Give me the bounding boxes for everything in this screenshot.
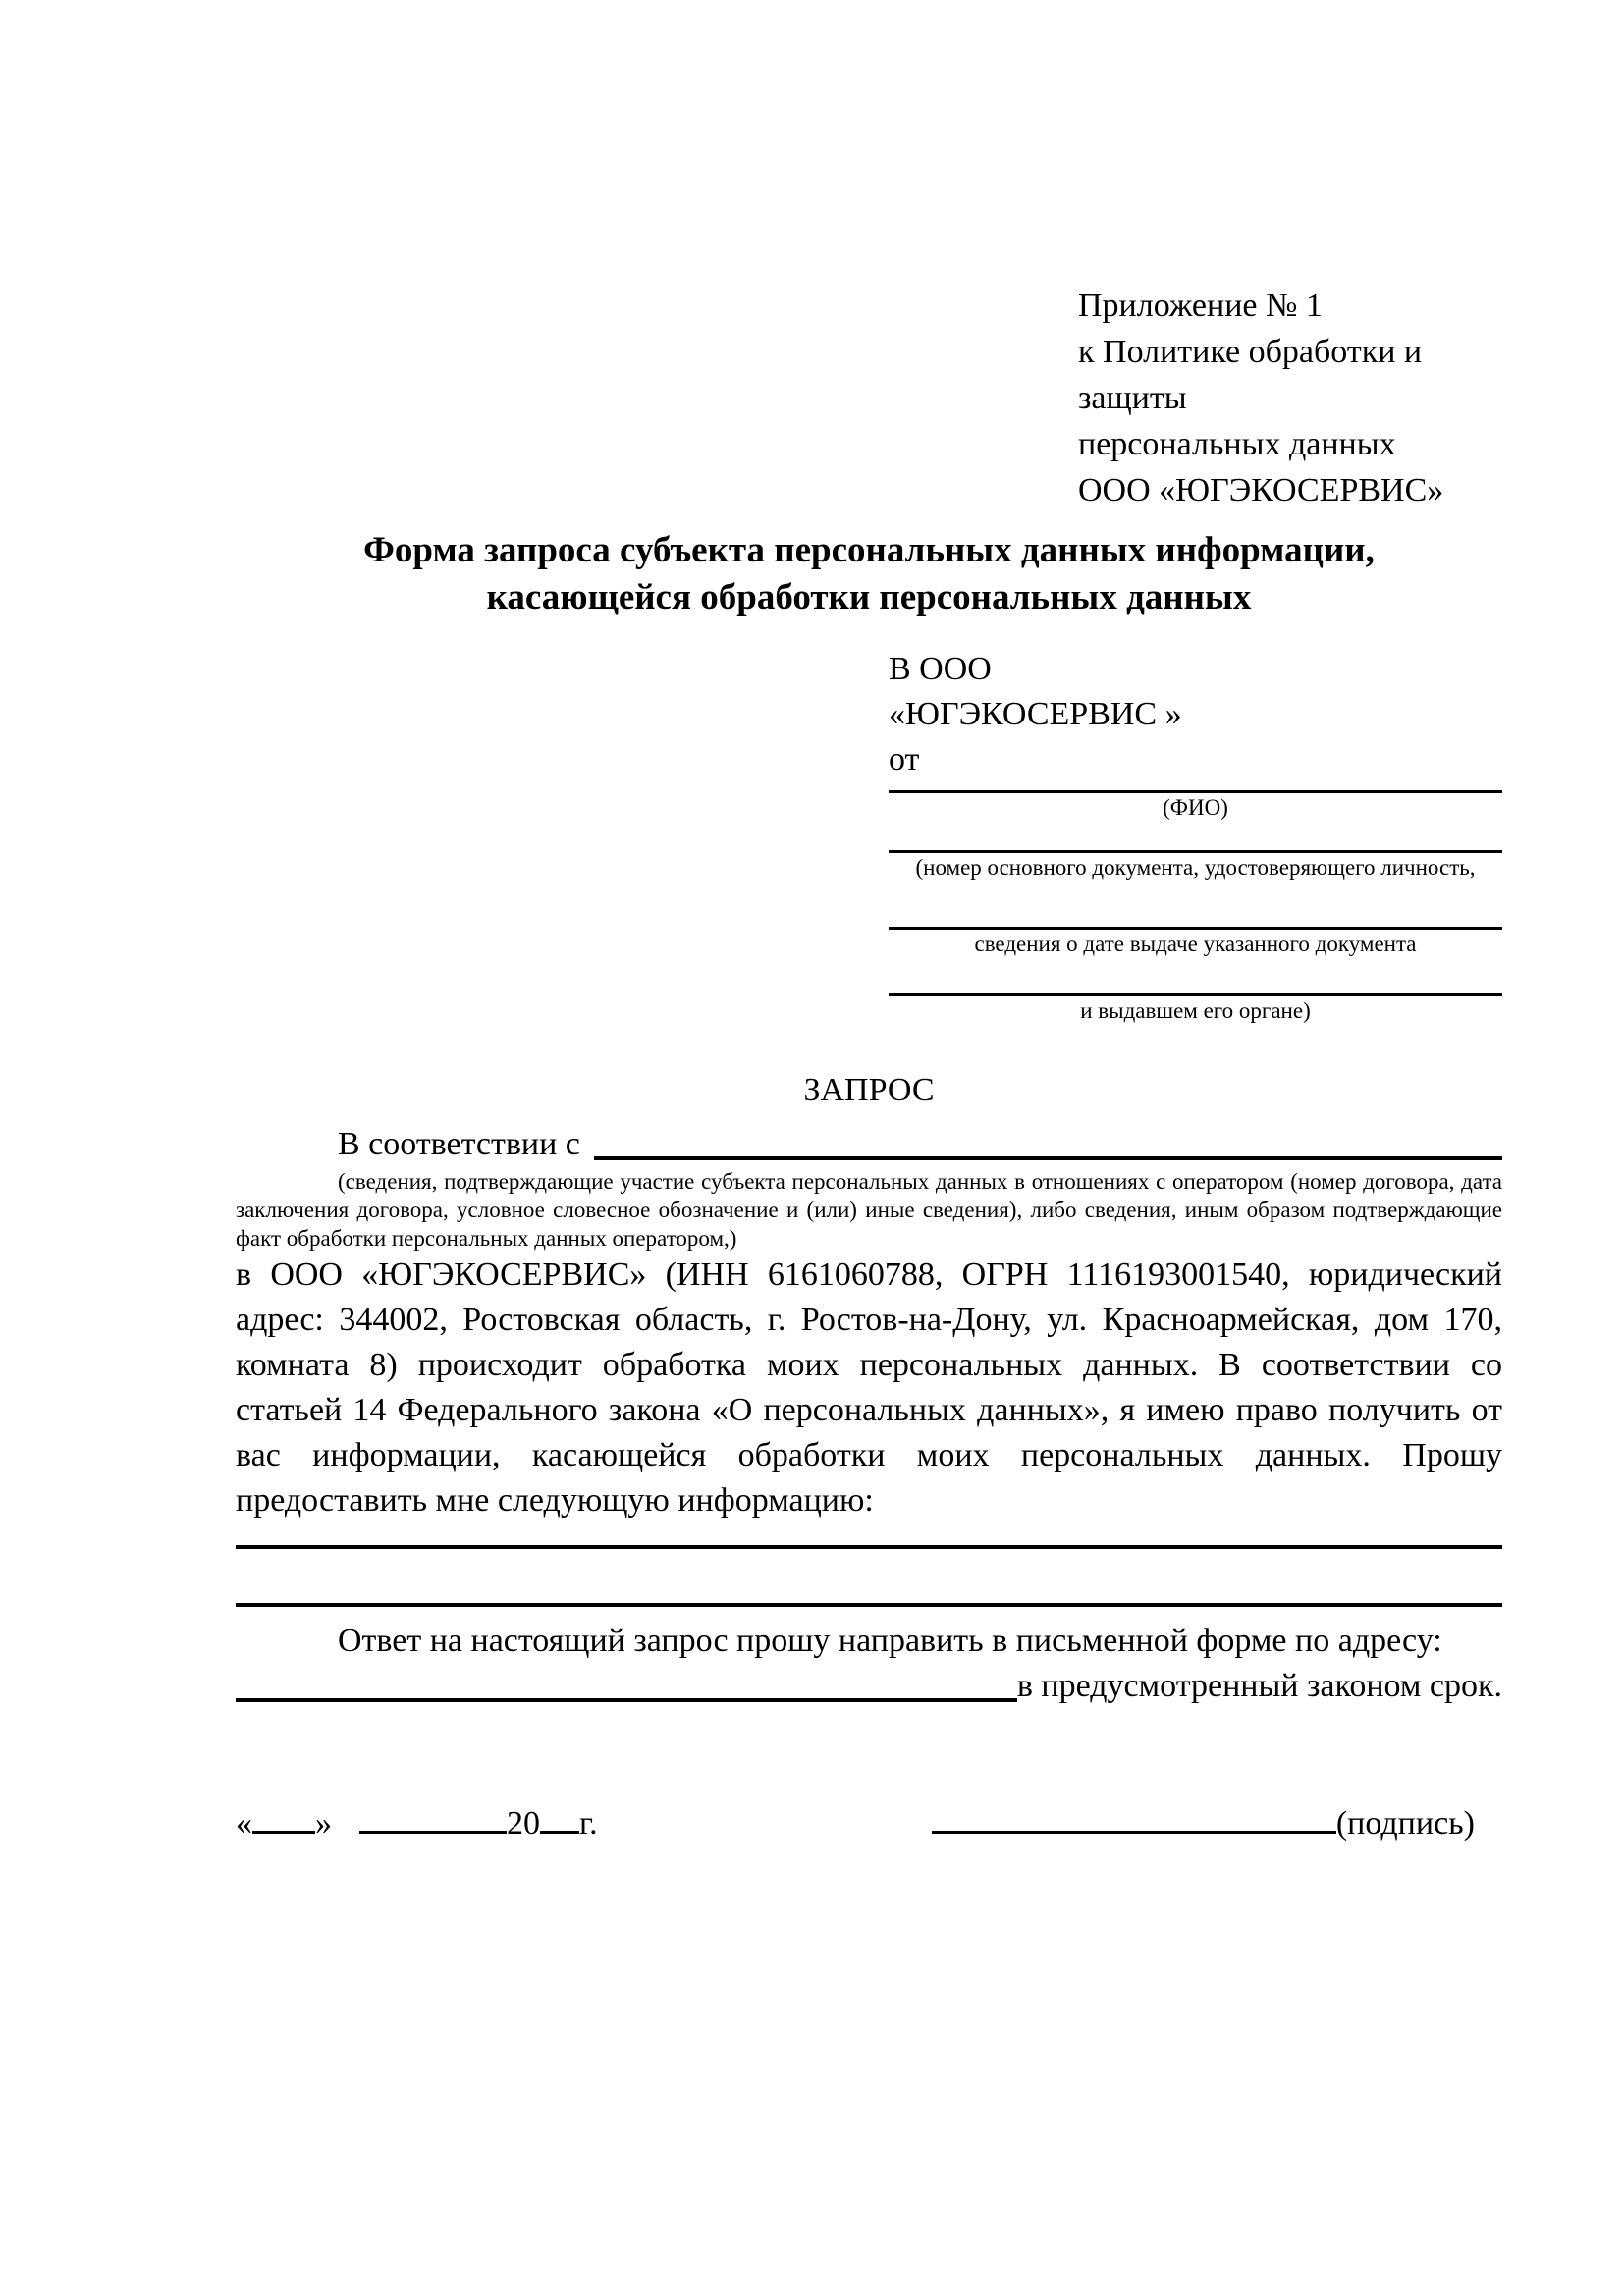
addressee-org-line: «ЮГЭКОСЕРВИС »: [889, 696, 1182, 732]
field-document-issue-date: [889, 927, 1502, 959]
field-document-number: [889, 850, 1502, 882]
reply-paragraph: Ответ на настоящий запрос прошу направить в письменной форме по адресу:: [338, 1623, 1442, 1659]
document-title-line: Форма запроса субъекта персональных данных информации,: [363, 530, 1375, 570]
signature-row: [236, 1801, 1502, 1846]
document-title-line: касающейся обработки персональных данных: [486, 577, 1252, 617]
appendix-note-line: ООО «ЮГЭКОСЕРВИС»: [1078, 472, 1444, 508]
field-fio: [889, 790, 1502, 823]
appendix-note-line: персональных данных: [1078, 426, 1396, 462]
blank-year: [540, 1830, 579, 1834]
field-caption: (ФИО): [1163, 795, 1228, 820]
quote-close: »: [315, 1805, 332, 1842]
field-issuing-authority: [889, 993, 1502, 1026]
date-field: [236, 1801, 598, 1846]
reply-suffix: в предусмотренный законом срок.: [1016, 1668, 1502, 1704]
blank-signature-line: [932, 1830, 1336, 1834]
request-heading: ЗАПРОС: [803, 1072, 935, 1108]
intro-line: [236, 1122, 1502, 1167]
reply-address-line: [236, 1664, 1502, 1709]
blank-line: [236, 1698, 1017, 1702]
blank-line: [236, 1603, 1502, 1607]
field-caption: и выдавшем его органе): [1080, 998, 1311, 1023]
year-prefix: 20: [507, 1805, 540, 1842]
document-title: [236, 527, 1502, 621]
addressee-to-line: В ООО: [889, 651, 992, 687]
intro-prefix: В соответствии с: [338, 1126, 580, 1162]
blank-month: [359, 1830, 507, 1834]
appendix-note: [1078, 0, 1502, 513]
appendix-note-line: к Политике обработки и защиты: [1078, 334, 1423, 416]
blank-day: [252, 1830, 315, 1834]
signature-caption: (подпись): [1335, 1805, 1475, 1842]
body-paragraph: в ООО «ЮГЭКОСЕРВИС» (ИНН 6161060788, ОГРН 1116193001540, юридический адрес: 344002, Ростовская область, г. Ростов-на-Дону, ул. Красноармейская, дом 170, комната 8) происходит обработка моих персональных данных. В соответствии со статьей 14 Федерального закона «О персональных данных», я имею право получить от вас информации, касающейся обработки моих персональных данных. Прошу предоставить мне следующую информацию:: [236, 1256, 1502, 1519]
appendix-note-line: Приложение № 1: [1078, 288, 1323, 324]
field-caption: (номер основного документа, удостоверяющего личность,: [915, 855, 1476, 880]
quote-open: «: [236, 1805, 252, 1842]
blank-line: [236, 1545, 1502, 1549]
field-caption: сведения о дате выдаче указанного документа: [974, 932, 1417, 956]
addressee-block: [889, 647, 1502, 1026]
year-suffix: г.: [579, 1805, 598, 1842]
footnote-text: (сведения, подтверждающие участие субъекта персональных данных в отношениях с оператором (номер договора, дата заключения договора, условное словесное обозначение и (или) иные сведения), либо сведения, иным образом подтверждающие факт обработки персональных данных оператором,): [236, 1169, 1502, 1251]
blank-line: [594, 1156, 1502, 1160]
addressee-from-label: от: [889, 741, 920, 777]
signature-field: [932, 1801, 1475, 1846]
